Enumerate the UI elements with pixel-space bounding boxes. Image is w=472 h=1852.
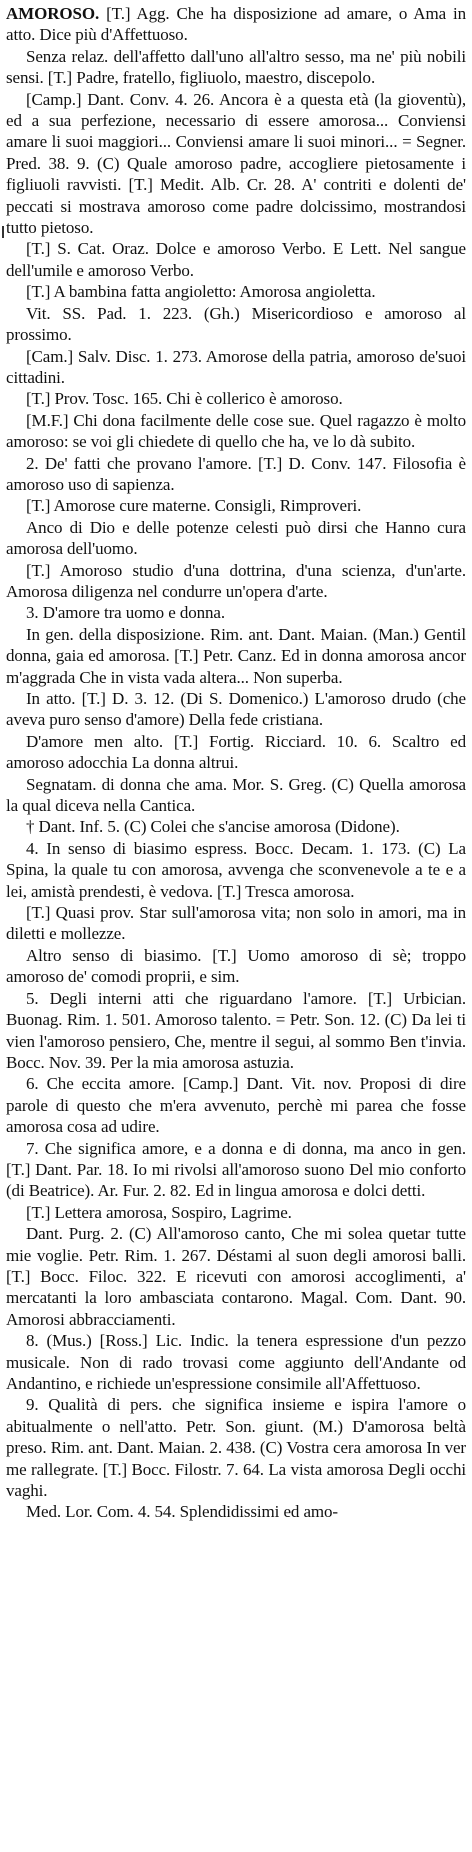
- entry-paragraph: † Dant. Inf. 5. (C) Colei che s'ancise amorosa (Didone).: [26, 817, 400, 837]
- entry-definition: [T.] Agg. Che ha disposizione ad amare, o Ama in atto. Dice più d'Affettuoso.: [6, 4, 466, 45]
- sense-paragraph: 9. Qualità di pers. che significa insieme e ispira l'amore o abitualmente o nell'atto. Petr. Son. giunt. (M.) D'amorosa beltà preso. Rim. ant. Dant. Maian. 2. 438. (C) Vostra cera amorosa In ver me rallegrate. [T.] Bocc. Filostr. 7. 64. La vista amorosa Degli occhi vaghi.: [6, 1395, 466, 1501]
- entry-paragraph: Vit. SS. Pad. 1. 223. (Gh.) Misericordioso e amoroso al prossimo.: [6, 303, 466, 345]
- entry-paragraph: Altro senso di biasimo. [T.] Uomo amoroso di sè; troppo amoroso de' comodi proprii, e sim.: [6, 945, 466, 987]
- sense-paragraph: 8. (Mus.) [Ross.] Lic. Indic. la tenera espressione d'un pezzo musicale. Non di rado trovasi come aggiunto dell'Andante od Andantino, e richiede un'espressione consimile all'Affettuoso.: [6, 1331, 466, 1393]
- entry-paragraph: Dant. Purg. 2. (C) All'amoroso canto, Che mi solea quetar tutte mie voglie. Petr. Rim. 1. 267. Déstami al suon degli amorosi balli. [T.] Bocc. Filoc. 322. E ricevuti con amorosi accoglimenti, a' mercatanti la loro ambasciata contarono. Magal. Com. Dant. 90. Amorosi abbracciamenti.: [6, 1224, 466, 1329]
- entry-paragraph: D'amore men alto. [T.] Fortig. Ricciard. 10. 6. Scaltro ed amoroso adocchia La donna altrui.: [6, 731, 466, 773]
- sense-paragraph: 5. Degli interni atti che riguardano l'amore. [T.] Urbician. Buonag. Rim. 1. 501. Amoroso talento. = Petr. Son. 12. (C) Da lei ti vien l'amoroso pensiero, Che, mentre il segui, al sommo Ben t'invia. Bocc. Nov. 39. Per la mia amorosa astuzia.: [6, 988, 466, 1072]
- entry-paragraph: [Camp.] Dant. Conv. 4. 26. Ancora è a questa età (la gioventù), ed a sua perfezione, necessario di essere amorosa... Conviensi amare li suoi maggiori... Conviensi amare li suoi minori... = Segner. Pred. 38. 9. (C) Quale amoroso padre, accogliere pietosamente i figliuoli ravvisti. [T.] Medit. Alb. Cr. 28. A' contriti e dolenti de' peccati si mostrava amoroso come padre dolcissimo, mostrandosi tutto pietoso.: [6, 89, 466, 238]
- sense-paragraph: 2. De' fatti che provano l'amore. [T.] D. Conv. 147. Filosofia è amoroso uso di sapienza.: [6, 453, 466, 494]
- entry-paragraph: In atto. [T.] D. 3. 12. (Di S. Domenico.) L'amoroso drudo (che aveva puro senso d'amore) Della fede cristiana.: [6, 689, 466, 730]
- entry-paragraph: [T.] Amorose cure materne. Consigli, Rimproveri.: [26, 496, 362, 516]
- entry-paragraph: [T.] Amoroso studio d'una dottrina, d'una scienza, d'un'arte. Amorosa diligenza nel condurre un'opera d'arte.: [6, 560, 466, 601]
- entry-paragraph: [M.F.] Chi dona facilmente delle cose sue. Quel ragazzo è molto amoroso: se voi gli chiedete di quello che ha, ve lo dà subito.: [6, 410, 466, 452]
- sense-paragraph: 4. In senso di biasimo espress. Bocc. Decam. 1. 173. (C) La Spina, la quale tu con amorosa, avvenga che sconvenevole a te e a lei, amistà prendesti, è vedova. [T.] Tresca amorosa.: [6, 838, 466, 901]
- entry-paragraph: [Cam.] Salv. Disc. 1. 273. Amorose della patria, amoroso de'suoi cittadini.: [6, 346, 466, 387]
- entry-paragraph: [T.] S. Cat. Oraz. Dolce e amoroso Verbo. E Lett. Nel sangue dell'umile e amoroso Verbo.: [6, 239, 466, 280]
- sense-paragraph: 3. D'amore tra uomo e donna.: [26, 603, 226, 623]
- entry-paragraph: [T.] Lettera amorosa, Sospiro, Lagrime.: [26, 1202, 292, 1222]
- sense-paragraph: 7. Che significa amore, e a donna e di donna, ma anco in gen. [T.] Dant. Par. 18. Io mi rivolsi all'amoroso suono Del mio conforto (di Beatrice). Ar. Fur. 2. 82. Ed in lingua amorosa e dolci detti.: [6, 1138, 466, 1201]
- headword: AMOROSO.: [6, 4, 100, 23]
- dictionary-entry: [6, 3, 466, 1523]
- entry-paragraph: [T.] A bambina fatta angioletto: Amorosa angioletta.: [26, 282, 376, 302]
- entry-paragraph: Anco di Dio e delle potenze celesti può dirsi che Hanno cura amorosa dell'uomo.: [6, 517, 466, 559]
- sense-paragraph: 6. Che eccita amore. [Camp.] Dant. Vit. nov. Proposi di dire parole di questo che m'era avvenuto, perchè mi parea che fosse amorosa cosa ad udire.: [6, 1074, 466, 1137]
- entry-paragraph: [T.] Prov. Tosc. 165. Chi è collerico è amoroso.: [26, 389, 343, 409]
- entry-paragraph: In gen. della disposizione. Rim. ant. Dant. Maian. (Man.) Gentil donna, gaia ed amorosa. [T.] Petr. Canz. Ed in donna amorosa ancor m'aggrada Che in vista vada altera... Non superba.: [6, 624, 466, 687]
- margin-rule: [2, 226, 4, 238]
- entry-paragraph: [6, 3, 466, 46]
- entry-paragraph: Med. Lor. Com. 4. 54. Splendidissimi ed amo-: [26, 1502, 338, 1522]
- entry-paragraph: [T.] Quasi prov. Star sull'amorosa vita; non solo in amori, ma in diletti e mollezze.: [6, 903, 466, 944]
- entry-paragraph: Segnatam. di donna che ama. Mor. S. Greg. (C) Quella amorosa la qual diceva nella Cantica.: [6, 774, 466, 816]
- entry-paragraph: Senza relaz. dell'affetto dall'uno all'altro sesso, ma ne' più nobili sensi. [T.] Padre, fratello, figliuolo, maestro, discepolo.: [6, 46, 466, 88]
